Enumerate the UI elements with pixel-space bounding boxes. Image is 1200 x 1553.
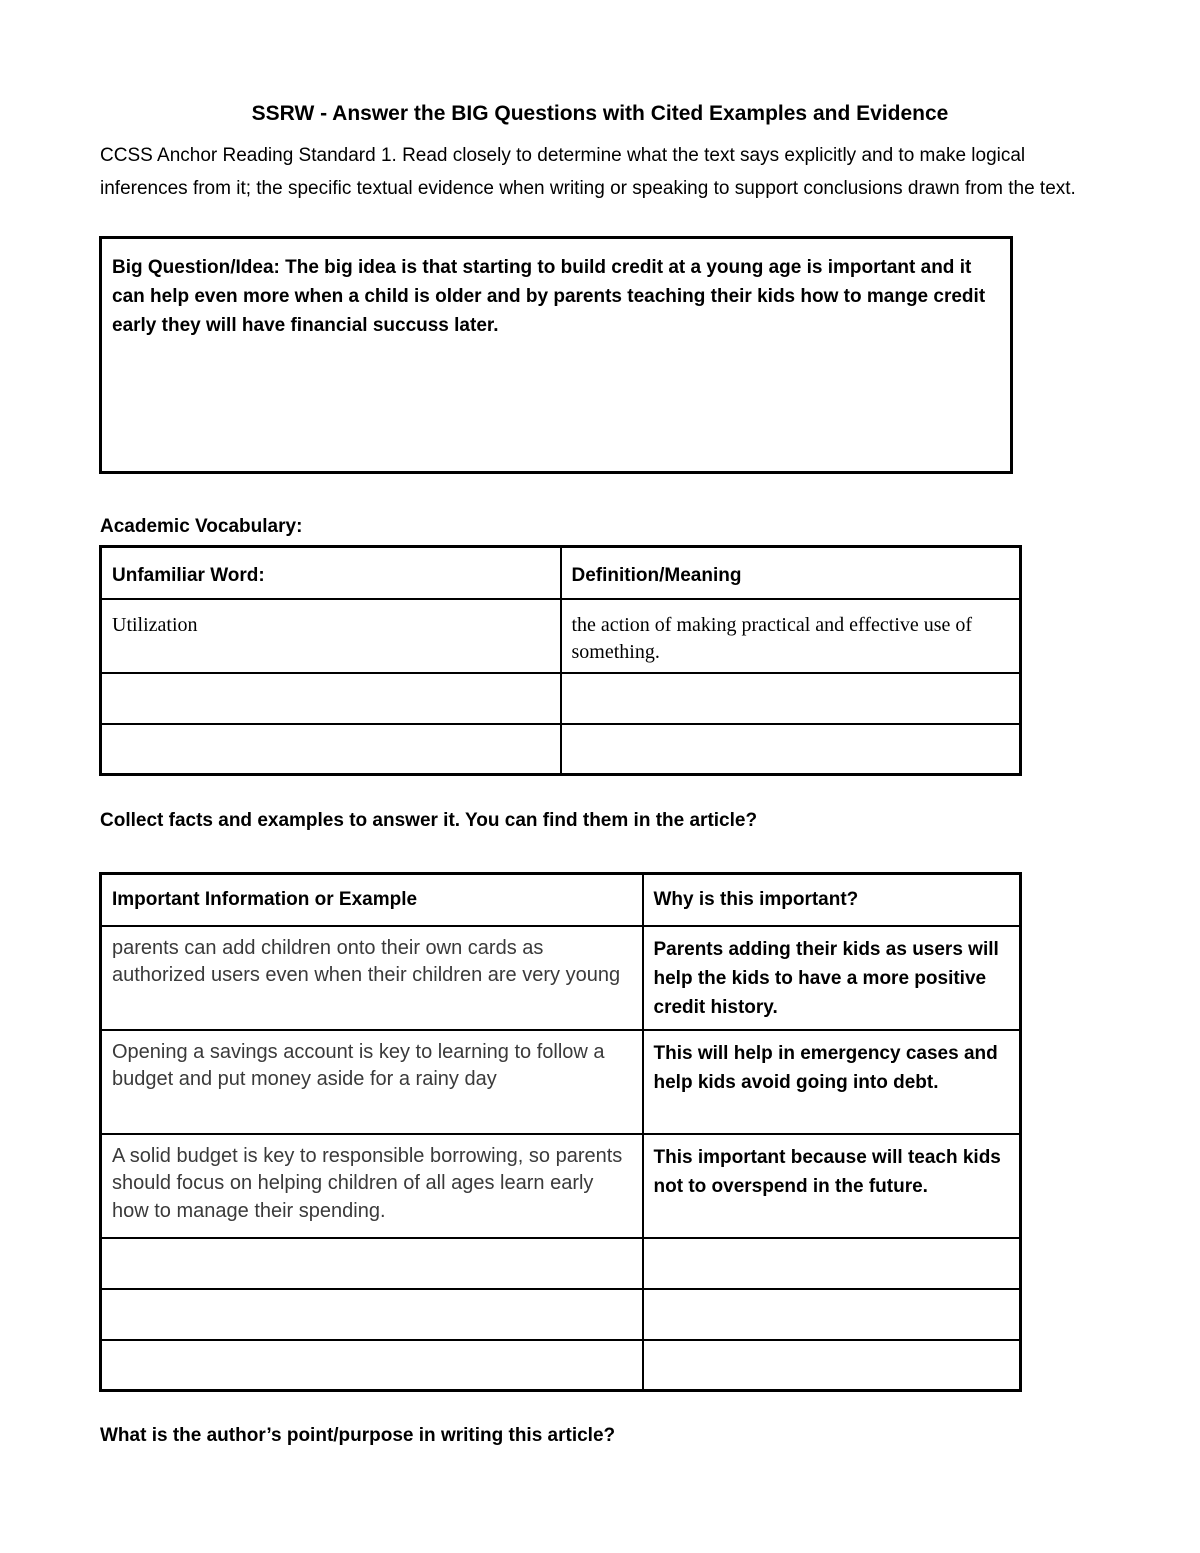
table-row <box>101 1289 1021 1340</box>
why-cell[interactable] <box>643 1289 1021 1340</box>
table-row <box>101 599 1021 673</box>
info-cell[interactable] <box>101 1238 643 1289</box>
table-row <box>101 1030 1021 1134</box>
why-cell[interactable]: This will help in emergency cases and help kids avoid going into debt. <box>643 1030 1021 1134</box>
page-title: SSRW - Answer the BIG Questions with Cited Examples and Evidence <box>251 102 949 125</box>
column-header: Important Information or Example <box>101 874 643 926</box>
column-header: Definition/Meaning <box>561 547 1021 599</box>
word-cell[interactable] <box>101 673 561 724</box>
definition-cell[interactable] <box>561 724 1021 775</box>
why-cell[interactable] <box>643 1340 1021 1391</box>
info-cell[interactable]: A solid budget is key to responsible borrowing, so parents should focus on helping children of all ages learn early how to manage their spending. <box>101 1134 643 1238</box>
table-row <box>101 1134 1021 1238</box>
vocabulary-heading: Academic Vocabulary: <box>100 516 303 537</box>
table-row <box>101 1340 1021 1391</box>
purpose-question: What is the author’s point/purpose in writing this article? <box>100 1425 616 1446</box>
definition-cell[interactable] <box>561 673 1021 724</box>
table-row <box>101 926 1021 1030</box>
info-cell[interactable] <box>101 1340 643 1391</box>
table-header-row <box>101 547 1021 599</box>
definition-cell[interactable]: the action of making practical and effective use of something. <box>561 599 1021 673</box>
why-cell[interactable]: Parents adding their kids as users will help the kids to have a more positive credit history. <box>643 926 1021 1030</box>
why-cell[interactable] <box>643 1238 1021 1289</box>
info-cell[interactable]: parents can add children onto their own cards as authorized users even when their children are very young <box>101 926 643 1030</box>
column-header: Why is this important? <box>643 874 1021 926</box>
table-header-row <box>101 874 1021 926</box>
info-cell[interactable] <box>101 1289 643 1340</box>
facts-table <box>99 872 1022 1392</box>
vocabulary-table <box>99 545 1022 776</box>
facts-heading: Collect facts and examples to answer it. You can find them in the article? <box>100 810 758 831</box>
standard-text: CCSS Anchor Reading Standard 1. Read closely to determine what the text says explicitly and to make logical inferences from it; the specific textual evidence when writing or speaking to support conclusions drawn from the text. <box>100 145 1076 199</box>
big-question-box[interactable]: Big Question/Idea: The big idea is that starting to build credit at a young age is important and it can help even more when a child is older and by parents teaching their kids how to mange credit early they will have financial succuss later. <box>99 236 1013 474</box>
word-cell[interactable] <box>101 724 561 775</box>
table-row <box>101 724 1021 775</box>
why-cell[interactable]: This important because will teach kids not to overspend in the future. <box>643 1134 1021 1238</box>
table-row <box>101 1238 1021 1289</box>
column-header: Unfamiliar Word: <box>101 547 561 599</box>
info-cell[interactable]: Opening a savings account is key to learning to follow a budget and put money aside for a rainy day <box>101 1030 643 1134</box>
word-cell[interactable]: Utilization <box>101 599 561 673</box>
table-row <box>101 673 1021 724</box>
